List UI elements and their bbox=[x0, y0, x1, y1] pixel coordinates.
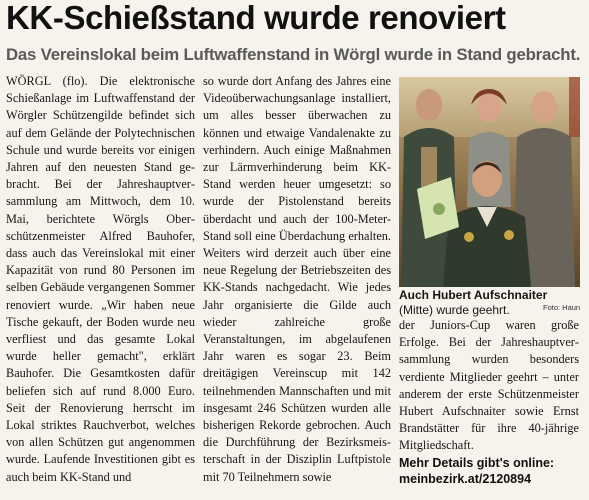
article-column-2 bbox=[203, 73, 391, 498]
article-column-1 bbox=[6, 73, 195, 498]
subheadline: Das Vereinslokal beim Luftwaffenstand in Wörgl wurde in Stand gebracht. bbox=[6, 45, 581, 64]
column-1-text: WÖRGL (flo). Die elektronische Schießanlage im Luftwaffenstand der Wörgler Schützengilde befindet sich auf dem Gelände der Polytechnischen Schule und wurde bereits vor einigen Jahren auf den neuesten Stand gebracht. Bei der Jahreshauptversammlung am Mittwoch, dem 10. Mai, berichtete Wörgls Oberschützenmeister Alfred Bauhofer, dass auch das Vereinslokal mit einer Kapazität von rund 80 Personen im selben Gebäude vergangenen Sommer renoviert wurde. „Wir haben neue Tische gekauft, der Boden wurde neu verfliest und das gesamte Lokal wurde heller gemacht", erklärt Bauhofer. Die Gesamtkosten dafür beliefen sich auf rund 8.000 Euro. Seit der Renovierung herrscht im Lokal striktes Rauchverbot, welches von allen Schützen gut angenommen wurde. Laufende Investitionen gibt es auch beim KK-Stand und bbox=[6, 74, 195, 484]
headline: KK-Schießstand wurde renoviert bbox=[6, 0, 506, 36]
column-3-text: der Juniors-Cup waren große Erfolge. Bei der Jahreshauptversammlung wurden besonders verdiente Mitglieder geehrt – unter anderem der erste Schützenmeister Hubert Aufschnaiter sowie Ernst Brandstätter für ihre 40-jährige Mitgliedschaft. bbox=[399, 318, 579, 453]
photo-illustration bbox=[399, 77, 580, 287]
photo-credit: Foto: Haun bbox=[543, 303, 581, 312]
more-details-link[interactable]: meinbezirk.at/2120894 bbox=[399, 471, 532, 486]
article-column-3 bbox=[399, 317, 579, 497]
caption-rest: (Mitte) wurde geehrt. bbox=[399, 303, 510, 317]
article-photo bbox=[399, 77, 580, 287]
column-2-text: so wurde dort Anfang des Jahres eine Videoüberwachungsanlage installiert, um alles besser überwachen zu können und etwaige Vandalenakte zu verhindern. Auch einige Maßnahmen zur Lärmverhinderung beim KK-Stand werden heuer umgesetzt: so wurde der Pistolenstand bereits überdacht und auch der 100-Meter-Stand soll eine Überdachung erhalten. Weiters wird derzeit auch über eine neue Regelung der Betriebszeiten des KK-Stands nachgedacht. Wie jedes Jahr organisierte die Gilde auch wieder zahlreiche große Veranstaltungen, im abgelaufenen Jahr waren es sogar 23. Beim dreitägigen Vereinscup mit 142 teilnehmenden Mannschaften und mit insgesamt 246 Schützen wurden alle bisherigen Rekorde gebrochen. Auch die Durchführung der Bezirksmeisterschaft in der Disziplin Luftpistole mit 70 Teilnehmern sowie bbox=[203, 74, 391, 484]
caption-bold: Auch Hubert Aufschnaiter bbox=[399, 288, 548, 302]
more-details-label: Mehr Details gibt's online: bbox=[399, 455, 555, 470]
